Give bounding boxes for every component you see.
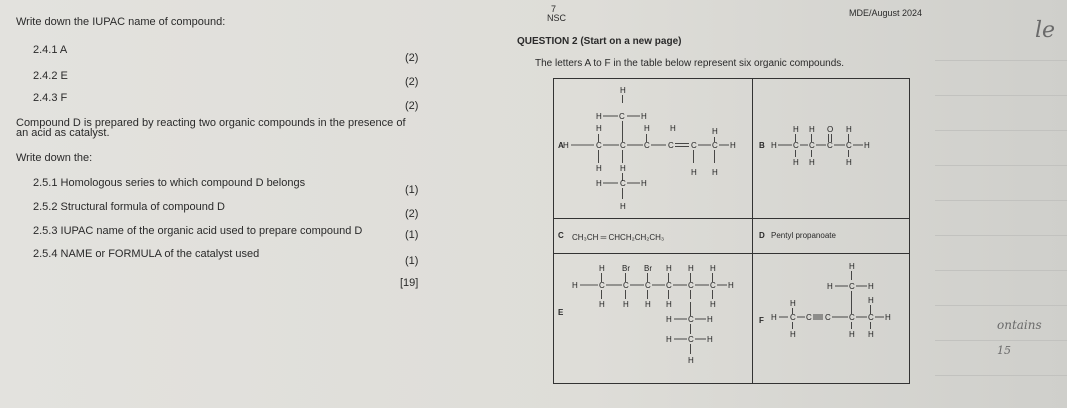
svg-text:C: C <box>691 141 697 150</box>
svg-text:C: C <box>688 335 694 344</box>
svg-text:H: H <box>864 141 870 150</box>
cell-b <box>753 79 910 219</box>
svg-text:Br: Br <box>622 264 630 273</box>
svg-text:H: H <box>645 300 651 309</box>
svg-text:H: H <box>728 281 734 290</box>
svg-text:H: H <box>644 124 650 133</box>
svg-text:H: H <box>710 300 716 309</box>
svg-text:H: H <box>641 179 647 188</box>
handwriting-note-1: le <box>1035 18 1056 43</box>
svg-text:H: H <box>572 281 578 290</box>
svg-text:H: H <box>712 127 718 136</box>
svg-text:H: H <box>849 262 855 271</box>
svg-text:O: O <box>827 125 834 134</box>
formula-c: CH₃CH ═ CHCH₂CH₂CH₃ <box>572 233 665 242</box>
structure-e <box>554 254 752 385</box>
marks-2-5-2: (2) <box>405 208 419 220</box>
name-d: Pentyl propanoate <box>771 231 836 240</box>
structure-f <box>753 254 911 385</box>
svg-text:H: H <box>849 330 855 339</box>
marks-2-5-4: (1) <box>405 255 419 267</box>
svg-text:H: H <box>846 158 852 167</box>
exam-code: NSC <box>547 13 567 23</box>
paragraph-line-1: Compound D is prepared by reacting two organic compounds in the presence of <box>16 117 406 129</box>
question-2-4-2: 2.4.2 E <box>33 70 68 82</box>
label-e: E <box>558 308 564 317</box>
session-label: MDE/August 2024 <box>849 8 923 18</box>
cell-f <box>753 254 910 384</box>
svg-text:C: C <box>596 141 602 150</box>
svg-text:C: C <box>868 313 874 322</box>
svg-text:H: H <box>793 125 799 134</box>
write-down-label: Write down the: <box>16 152 93 164</box>
svg-text:H: H <box>809 125 815 134</box>
intro-text: Write down the IUPAC name of compound: <box>16 16 226 28</box>
svg-text:H: H <box>670 124 676 133</box>
notebook-rule <box>935 95 1067 96</box>
svg-text:C: C <box>668 141 674 150</box>
notebook-rule <box>935 235 1067 236</box>
svg-text:H: H <box>868 282 874 291</box>
svg-text:H: H <box>790 330 796 339</box>
svg-text:C: C <box>809 141 815 150</box>
cell-c <box>554 219 753 254</box>
page-number: 7 <box>551 4 557 14</box>
svg-text:H: H <box>666 264 672 273</box>
svg-text:H: H <box>707 315 713 324</box>
svg-text:C: C <box>849 282 855 291</box>
question-2-5-4: 2.5.4 NAME or FORMULA of the catalyst used <box>33 248 260 260</box>
label-f: F <box>759 316 764 325</box>
svg-text:H: H <box>666 315 672 324</box>
handwriting-note-3: 15 <box>997 344 1011 357</box>
svg-text:C: C <box>688 315 694 324</box>
marks-2-4-3: (2) <box>405 100 419 112</box>
svg-text:C: C <box>620 179 626 188</box>
label-a: A <box>558 141 564 150</box>
svg-text:Br: Br <box>644 264 652 273</box>
svg-text:H: H <box>730 141 736 150</box>
question-2-5-2: 2.5.2 Structural formula of compound D <box>33 201 225 213</box>
svg-text:C: C <box>806 313 812 322</box>
svg-text:H: H <box>599 264 605 273</box>
svg-text:H: H <box>620 202 626 211</box>
label-b: B <box>759 141 765 150</box>
svg-text:H: H <box>710 264 716 273</box>
handwriting-note-2: ontains <box>997 318 1042 332</box>
svg-text:H: H <box>771 313 777 322</box>
svg-text:H: H <box>620 164 626 173</box>
cell-e <box>554 254 753 384</box>
notebook-rule <box>935 130 1067 131</box>
svg-text:H: H <box>688 356 694 365</box>
marks-2-4-2: (2) <box>405 76 419 88</box>
svg-text:H: H <box>596 124 602 133</box>
svg-text:H: H <box>868 296 874 305</box>
svg-text:H: H <box>596 164 602 173</box>
marks-2-5-3: (1) <box>405 229 419 241</box>
notebook-rule <box>935 340 1067 341</box>
total-marks: [19] <box>400 277 419 289</box>
svg-text:H: H <box>563 141 569 150</box>
marks-2-4-1: (2) <box>405 52 419 64</box>
svg-text:H: H <box>641 112 647 121</box>
svg-text:H: H <box>707 335 713 344</box>
marks-2-5-1: (1) <box>405 184 419 196</box>
label-c: C <box>558 231 564 240</box>
paragraph-line-2: an acid as catalyst. <box>16 127 110 139</box>
label-d: D <box>759 231 765 240</box>
svg-text:C: C <box>644 141 650 150</box>
svg-text:H: H <box>790 299 796 308</box>
structure-b <box>753 79 911 219</box>
question-2-5-3: 2.5.3 IUPAC name of the organic acid used to prepare compound D <box>33 225 363 237</box>
svg-text:H: H <box>868 330 874 339</box>
notebook-rule <box>935 305 1067 306</box>
svg-text:H: H <box>596 112 602 121</box>
svg-text:H: H <box>666 300 672 309</box>
svg-text:C: C <box>827 141 833 150</box>
svg-text:H: H <box>827 282 833 291</box>
svg-text:C: C <box>790 313 796 322</box>
notebook-rule <box>935 165 1067 166</box>
svg-text:H: H <box>793 158 799 167</box>
svg-text:H: H <box>599 300 605 309</box>
svg-text:C: C <box>846 141 852 150</box>
svg-text:C: C <box>712 141 718 150</box>
notebook-rule <box>935 375 1067 376</box>
svg-text:C: C <box>599 281 605 290</box>
atom: H <box>620 86 626 95</box>
svg-text:H: H <box>691 168 697 177</box>
svg-text:C: C <box>849 313 855 322</box>
notebook-rule <box>935 270 1067 271</box>
question-2-4-1: 2.4.1 A <box>33 44 68 56</box>
notebook-rule <box>935 200 1067 201</box>
svg-text:C: C <box>688 281 694 290</box>
svg-text:C: C <box>619 112 625 121</box>
question-2-title: QUESTION 2 (Start on a new page) <box>517 36 682 47</box>
svg-text:C: C <box>793 141 799 150</box>
question-2-5-1: 2.5.1 Homologous series to which compound D belongs <box>33 177 306 189</box>
svg-text:H: H <box>712 168 718 177</box>
svg-text:H: H <box>885 313 891 322</box>
svg-text:C: C <box>623 281 629 290</box>
svg-text:H: H <box>846 125 852 134</box>
svg-text:H: H <box>688 264 694 273</box>
svg-text:H: H <box>596 179 602 188</box>
compounds-table <box>553 78 910 384</box>
svg-text:C: C <box>645 281 651 290</box>
svg-text:C: C <box>620 141 626 150</box>
svg-text:H: H <box>809 158 815 167</box>
structure-a <box>554 79 752 219</box>
cell-d <box>753 219 910 254</box>
notebook-rule <box>935 60 1067 61</box>
svg-text:H: H <box>666 335 672 344</box>
question-2-intro: The letters A to F in the table below represent six organic compounds. <box>535 58 845 69</box>
svg-text:H: H <box>771 141 777 150</box>
cell-a <box>554 79 753 219</box>
svg-text:C: C <box>825 313 831 322</box>
svg-text:H: H <box>623 300 629 309</box>
svg-text:C: C <box>666 281 672 290</box>
svg-text:C: C <box>710 281 716 290</box>
question-2-4-3: 2.4.3 F <box>33 92 68 104</box>
